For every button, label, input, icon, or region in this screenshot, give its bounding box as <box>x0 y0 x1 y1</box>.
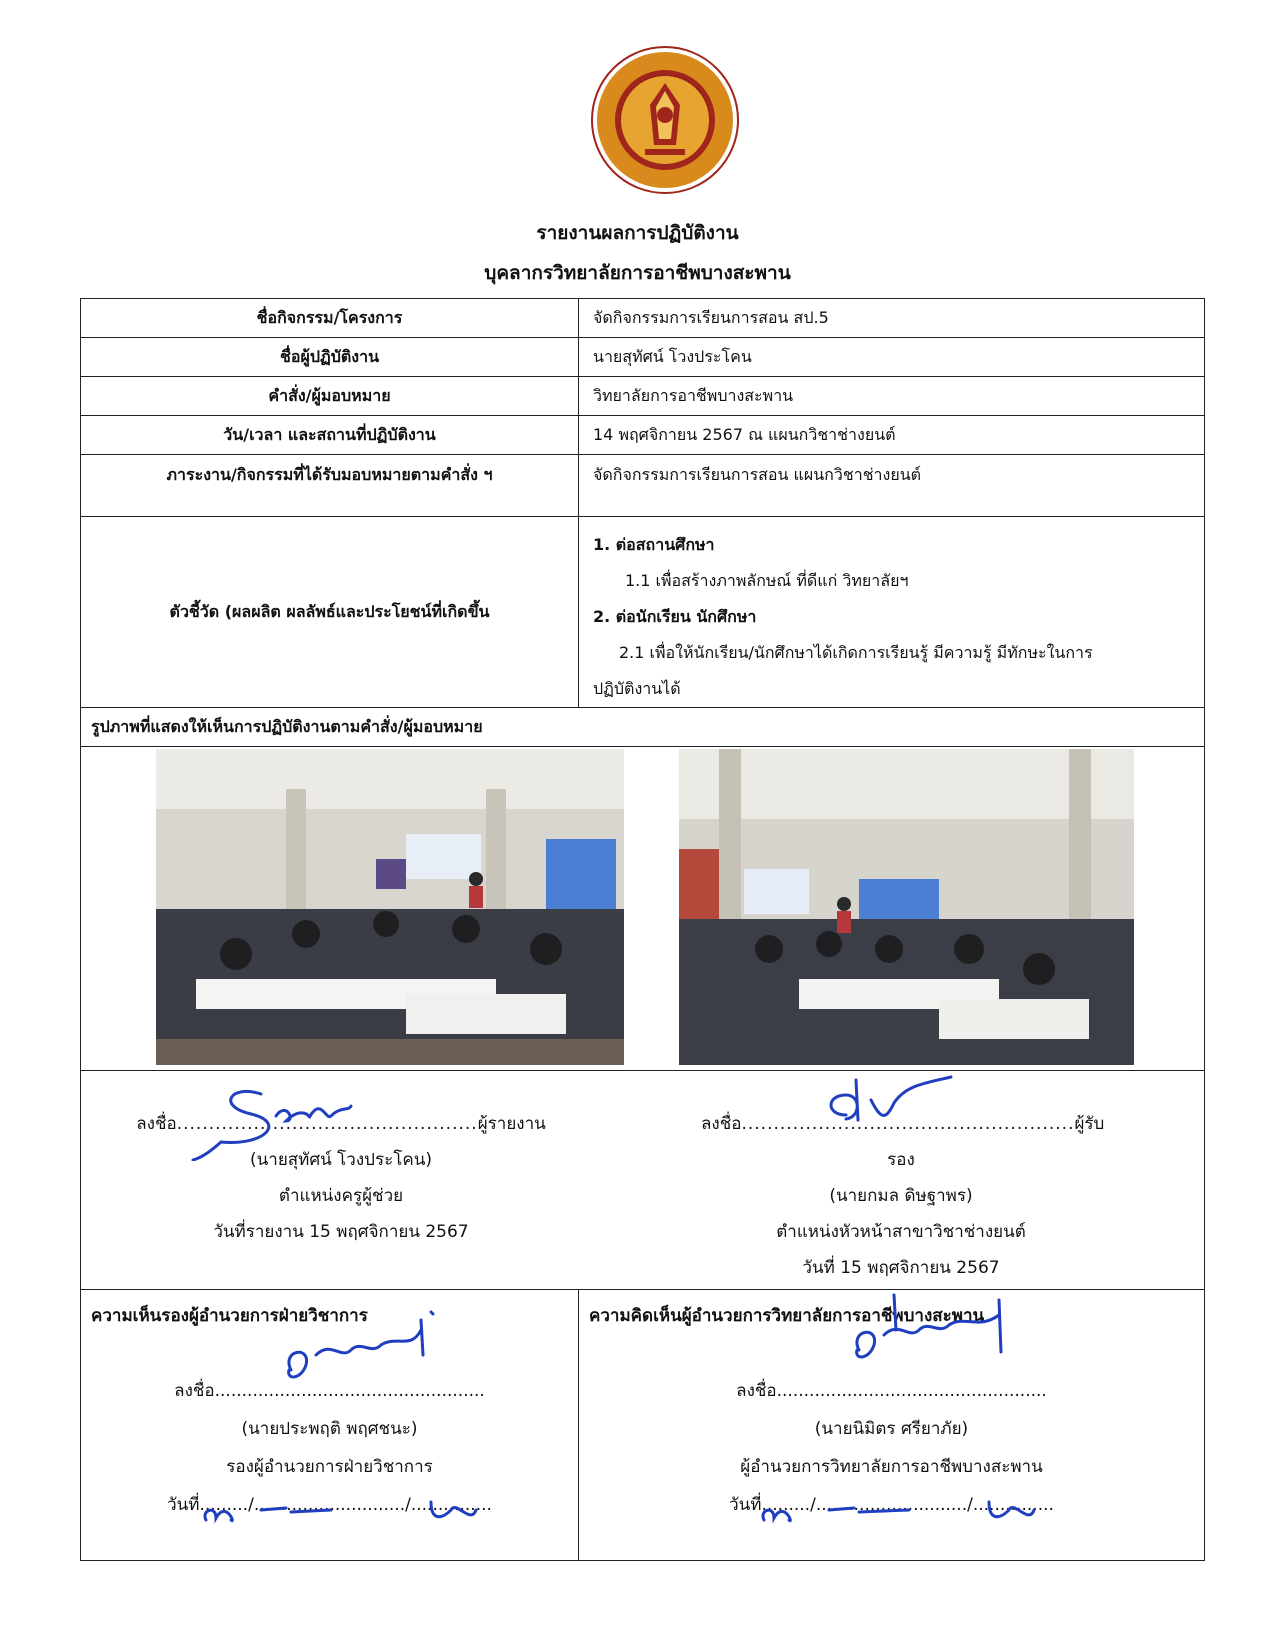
table-row <box>81 1071 1205 1290</box>
director-date: วันที่........./............................/............... <box>729 1495 1054 1515</box>
vice-director-sign-line: ลงชื่อ.................................................. <box>174 1381 485 1401</box>
reporter-date: วันที่รายงาน 15 พฤศจิกายน 2567 <box>213 1222 469 1242</box>
director-signature-block <box>579 1372 1204 1524</box>
report-title: รายงานผลการปฏิบัติงาน <box>536 222 739 244</box>
vice-director-signature-block <box>81 1372 578 1524</box>
vice-director-title: ความเห็นรองผู้อำนวยการฝ่ายวิชาการ <box>91 1306 368 1326</box>
reporter-name: (นายสุทัศน์ โวงประโคน) <box>250 1150 432 1170</box>
row-label-datetime: วัน/เวลา และสถานที่ปฏิบัติงาน <box>81 416 579 455</box>
indicators-label: ตัวชี้วัด (ผลผลิต ผลลัพธ์และประโยชน์ที่เกิดขึ้น <box>81 517 579 708</box>
vice-director-date: วันที่........./............................/............... <box>167 1495 492 1515</box>
vice-director-name: (นายประพฤติ พฤศชนะ) <box>241 1419 418 1439</box>
college-seal-logo <box>590 45 740 195</box>
certifier-date: วันที่ 15 พฤศจิกายน 2567 <box>802 1258 1000 1278</box>
row-label-activity: ชื่อกิจกรรม/โครงการ <box>81 299 579 338</box>
table-row <box>81 455 1205 517</box>
indicator-item-2-cont: ปฏิบัติงานได้ <box>593 679 681 698</box>
report-subtitle: บุคลากรวิทยาลัยการอาชีพบางสะพาน <box>484 262 791 284</box>
sign-dots: ............................................... <box>176 1114 478 1134</box>
reporter-sign-line <box>131 1106 551 1142</box>
row-label-order: คำสั่ง/ผู้มอบหมาย <box>81 377 579 416</box>
table-row <box>81 747 1205 1071</box>
row-value-datetime: 14 พฤศจิกายน 2567 ณ แผนกวิชาช่างยนต์ <box>579 416 1205 455</box>
sign-dots: .................................................... <box>741 1114 1075 1134</box>
certifier-position: ตำแหน่งหัวหน้าสาขาวิชาช่างยนต์ <box>776 1222 1026 1242</box>
director-approval-cell <box>579 1290 1205 1561</box>
certifier-name: (นายกมล ดิษฐาพร) <box>829 1186 973 1206</box>
table-row <box>81 338 1205 377</box>
photos-header: รูปภาพที่แสดงให้เห็นการปฏิบัติงานตามคำสั่ง/ผู้มอบหมาย <box>81 708 1205 747</box>
row-value-activity: จัดกิจกรรมการเรียนการสอน สป.5 <box>579 299 1205 338</box>
report-table <box>80 298 1205 1561</box>
table-row <box>81 299 1205 338</box>
indicator-item-2: 2.1 เพื่อให้นักเรียน/นักศึกษาได้เกิดการเรียนรู้ มีความรู้ มีทักษะในการ <box>619 643 1093 662</box>
indicator-item-1: 1.1 เพื่อสร้างภาพลักษณ์ ที่ดีแก่ วิทยาลัยฯ <box>625 571 909 590</box>
director-sign-line: ลงชื่อ.................................................. <box>736 1381 1047 1401</box>
indicator-heading-2: 2. ต่อนักเรียน นักศึกษา <box>593 607 757 626</box>
certifier-signature-block <box>701 1106 1105 1286</box>
director-position: ผู้อำนวยการวิทยาลัยการอาชีพบางสะพาน <box>740 1457 1043 1477</box>
reporter-signature-block <box>131 1106 551 1250</box>
sign-suffix: ผู้รายงาน <box>477 1114 546 1134</box>
director-name: (นายนิมิตร ศรียาภัย) <box>814 1419 969 1439</box>
signatures-cell <box>81 1071 1205 1290</box>
sign-suffix: ผู้รับรอง <box>887 1114 1105 1170</box>
table-row <box>81 1290 1205 1561</box>
sign-prefix: ลงชื่อ <box>136 1114 177 1134</box>
sign-prefix: ลงชื่อ <box>701 1114 742 1134</box>
classroom-photo-2 <box>679 749 1134 1065</box>
row-label-performer: ชื่อผู้ปฏิบัติงาน <box>81 338 579 377</box>
vice-director-approval-cell <box>81 1290 579 1561</box>
indicators-value <box>579 517 1205 708</box>
indicator-heading-1: 1. ต่อสถานศึกษา <box>593 535 715 554</box>
table-row <box>81 416 1205 455</box>
vice-director-position: รองผู้อำนวยการฝ่ายวิชาการ <box>226 1457 433 1477</box>
row-label-task: ภาระงาน/กิจกรรมที่ได้รับมอบหมายตามคำสั่ง ฯ <box>81 455 579 517</box>
table-row <box>81 708 1205 747</box>
director-title: ความคิดเห็นผู้อำนวยการวิทยาลัยการอาชีพบางสะพาน <box>589 1306 985 1326</box>
row-value-performer: นายสุทัศน์ โวงประโคน <box>579 338 1205 377</box>
row-value-order: วิทยาลัยการอาชีพบางสะพาน <box>579 377 1205 416</box>
row-value-task: จัดกิจกรรมการเรียนการสอน แผนกวิชาช่างยนต์ <box>579 455 1205 517</box>
table-row <box>81 517 1205 708</box>
certifier-sign-line <box>701 1106 1105 1178</box>
photos-cell <box>81 747 1205 1071</box>
table-row <box>81 377 1205 416</box>
classroom-photo-1 <box>156 749 624 1065</box>
reporter-position: ตำแหน่งครูผู้ช่วย <box>278 1186 404 1206</box>
